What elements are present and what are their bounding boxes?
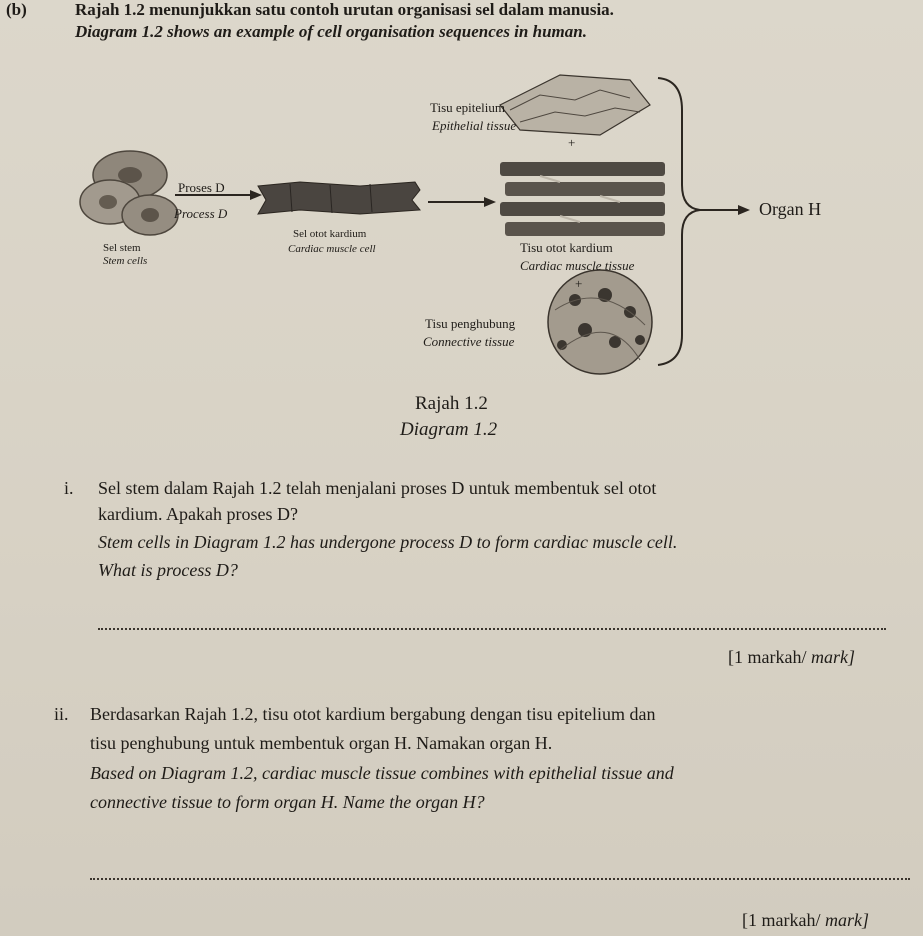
cardiac-tissue-illustration xyxy=(500,162,665,236)
question-2-english-line-2: connective tissue to form organ H. Name the organ H? xyxy=(90,792,485,812)
plus-1: + xyxy=(568,135,576,150)
question-1-malay-line-1: Sel stem dalam Rajah 1.2 telah menjalani proses D untuk membentuk sel otot xyxy=(98,478,657,498)
stem-cell-label-ms: Sel stem xyxy=(103,242,141,254)
epithelial-label-ms: Tisu epitelium xyxy=(430,100,506,115)
question-1-answer-line[interactable] xyxy=(98,628,886,630)
question-1-mark-ms: [1 markah/ xyxy=(728,647,807,667)
connective-label-en: Connective tissue xyxy=(423,334,515,349)
process-label-en: Process D xyxy=(174,206,228,221)
organ-bracket xyxy=(658,78,700,365)
question-1-number: i. xyxy=(64,478,74,498)
intro-english: Diagram 1.2 shows an example of cell organisation sequences in human. xyxy=(75,22,587,41)
question-1-english-line-1: Stem cells in Diagram 1.2 has undergone process D to form cardiac muscle cell. xyxy=(98,532,678,552)
stem-cell-label-en: Stem cells xyxy=(103,255,148,267)
question-1-malay-line-2: kardium. Apakah proses D? xyxy=(98,504,298,524)
epithelial-label-en: Epithelial tissue xyxy=(432,118,517,133)
question-2-answer-line[interactable] xyxy=(90,878,910,880)
cardiac-tissue-label-ms: Tisu otot kardium xyxy=(520,240,613,255)
cardiac-cell-illustration xyxy=(258,182,420,214)
question-2-mark-en: mark] xyxy=(824,910,869,930)
question-2-malay-line-2: tisu penghubung untuk membentuk organ H. Namakan organ H. xyxy=(90,733,553,753)
question-2-number: ii. xyxy=(54,704,69,724)
cardiac-cell-label-en: Cardiac muscle cell xyxy=(288,243,376,255)
organ-h-label: Organ H xyxy=(759,199,822,219)
question-1-mark-en: mark] xyxy=(810,647,855,667)
question-2-mark xyxy=(742,910,869,931)
cardiac-tissue-label-en: Cardiac muscle tissue xyxy=(520,258,635,273)
question-2-english-line-1: Based on Diagram 1.2, cardiac muscle tissue combines with epithelial tissue and xyxy=(90,763,674,783)
cardiac-cell-label-ms: Sel otot kardium xyxy=(293,228,367,240)
plus-2: + xyxy=(575,276,583,291)
intro-malay: Rajah 1.2 menunjukkan satu contoh urutan organisasi sel dalam manusia. xyxy=(75,0,614,19)
connective-tissue-illustration xyxy=(548,270,652,374)
diagram-caption-ms: Rajah 1.2 xyxy=(415,393,488,414)
stem-cells-illustration xyxy=(80,151,178,235)
question-1-english-line-2: What is process D? xyxy=(98,560,238,580)
question-1-mark xyxy=(728,647,855,668)
connective-label-ms: Tisu penghubung xyxy=(425,316,516,331)
diagram-caption-en: Diagram 1.2 xyxy=(400,419,498,440)
process-label-ms: Proses D xyxy=(178,180,225,195)
question-2-malay-line-1: Berdasarkan Rajah 1.2, tisu otot kardium bergabung dengan tisu epitelium dan xyxy=(90,704,656,724)
section-label: (b) xyxy=(6,0,27,19)
epithelial-tissue-illustration xyxy=(500,75,650,135)
question-2-mark-ms: [1 markah/ xyxy=(742,910,821,930)
